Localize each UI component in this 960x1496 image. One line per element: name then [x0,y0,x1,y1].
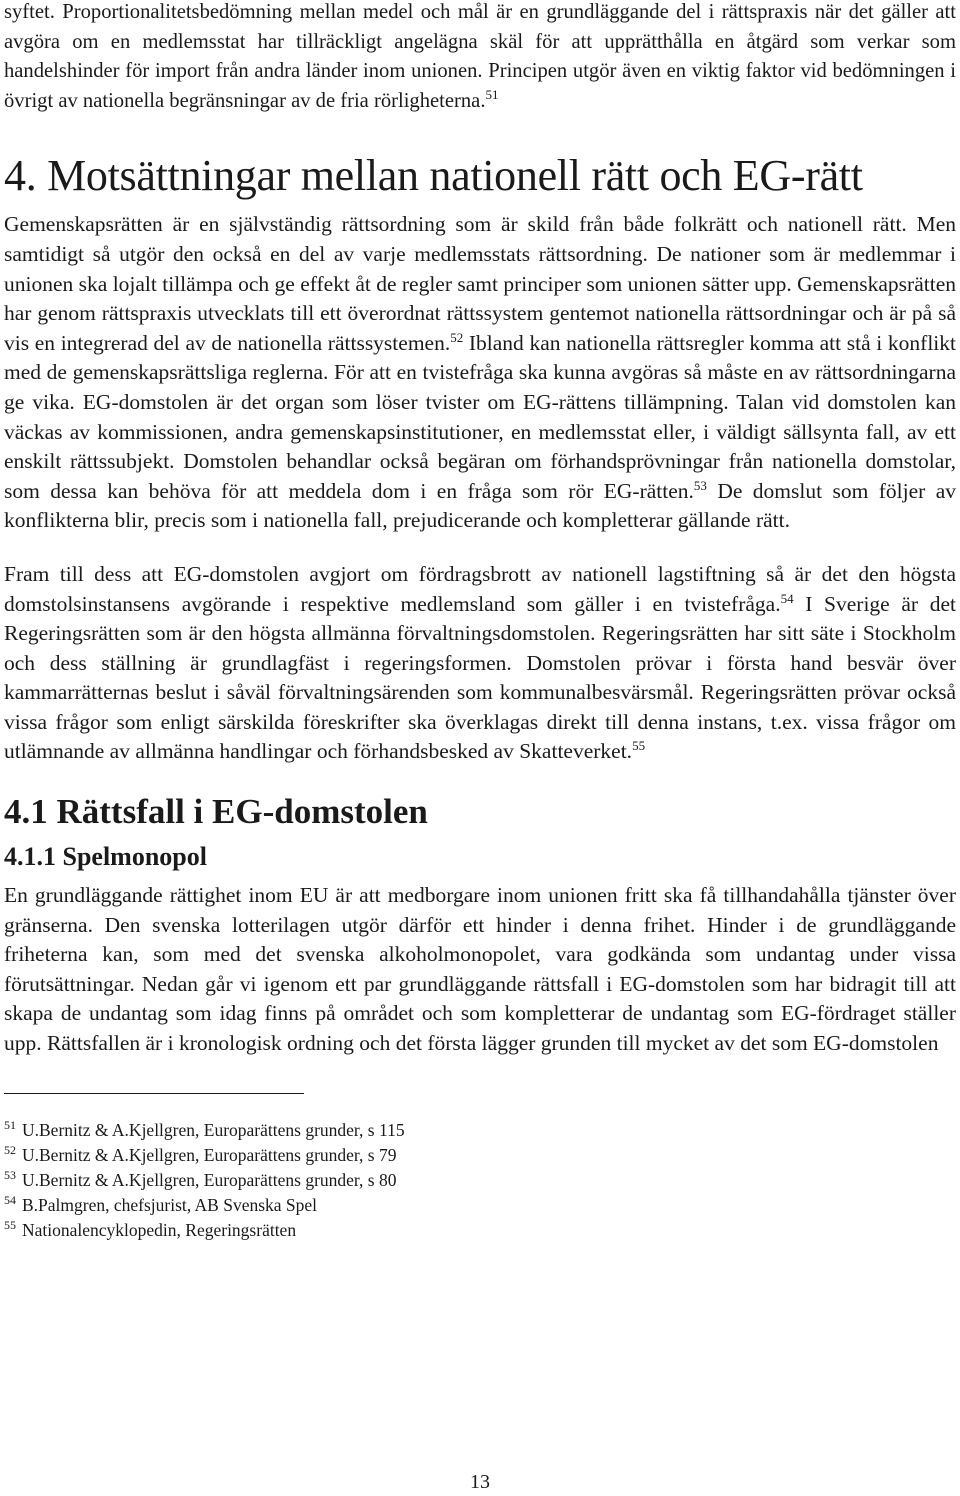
footnote-ref-51[interactable]: 51 [485,86,499,102]
paragraph-text: Gemenskapsrätten är en självständig rättsordning som är skild från både folkrätt och nationell rätt. Men samtidigt så utgör den också en del av varje medlemsstats rättsordning. De nationer som är medlemmar i unionen ska lojalt tillämpa och ge effekt åt de regler samt principer som unionen sätter upp. Gemenskapsrätten har genom rättspraxis utvecklats till ett överordnat rättssystem gentemot nationella rättsordningar och är på så vis en integrerad del av de nationella rättssystemen. [4,212,956,355]
section-heading-4-1: 4.1 Rättsfall i EG-domstolen [4,792,428,832]
intro-paragraph [4,0,956,116]
footnote-text: Nationalencyklopedin, Regeringsrätten [22,1219,297,1240]
section-4-paragraph-1 [4,210,956,536]
paragraph-text: I Sverige är det Regeringsrätten som är den högsta allmänna förvaltningsdomstolen. Regeringsrätten har sitt säte i Stockholm och dess ställning är grundlagfäst i regeringsformen. Domstolen prövar i första hand besvär över kammarrätternas beslut i såväl förvaltningsärenden som kommunalbesvärsmål. Regeringsrätten prövar också vissa frågor som enligt särskilda föreskrifter ska överklagas direkt till denna instans, t.ex. vissa frågor om utlämnande av allmänna handlingar och förhandsbesked av Skatteverket. [4,591,956,764]
footnote-item [4,1193,956,1218]
footnote-item [4,1143,956,1168]
footnote-text: U.Bernitz & A.Kjellgren, Europarättens grunder, s 80 [22,1169,397,1190]
section-heading-4-1-1: 4.1.1 Spelmonopol [4,842,207,872]
footnote-item [4,1118,956,1143]
section-4-paragraph-2 [4,560,956,767]
section-heading-4: 4. Motsättningar mellan nationell rätt och EG-rätt [4,151,863,201]
page-number: 13 [470,1471,490,1493]
footnote-ref-53[interactable]: 53 [693,477,707,493]
paragraph-text: Ibland kan nationella rättsregler komma att stå i konflikt med de gemenskapsrättsliga reglerna. För att en tvistefråga ska kunna avgöras så måste en av rättsordningarna ge vika. EG-domstolen är det organ som löser tvister om EG-rättens tillämpning. Talan vid domstolen kan väckas av kommissionen, andra gemenskapsinstitutioner, en medlemsstat eller, i väldigt sällsynta fall, av ett enskilt rättssubjekt. Domstolen behandlar också begäran om förhandsprövningar från nationella domstolar, som dessa kan behöva för att meddela dom i en fråga som rör EG-rätten. [4,330,956,503]
paragraph-text: De domslut som följer av konflikterna blir, precis som i nationella fall, prejudicerande och kompletterar gällande rätt. [4,478,956,533]
document-page [4,0,956,1243]
footnote-text: B.Palmgren, chefsjurist, AB Svenska Spel [22,1194,318,1215]
footnote-list [4,1118,956,1243]
intro-text: syftet. Proportionalitetsbedömning mellan medel och mål är en grundläggande del i rättspraxis när det gäller att avgöra om en medlemsstat har tillräckligt angelägna skäl för att upprätthålla en åtgärd som verkar som handelshinder för import från andra länder inom unionen. Principen utgör även en viktig faktor vid bedömningen i övrigt av nationella begränsningar av de fria rörligheterna. [4,1,956,112]
footnote-text: U.Bernitz & A.Kjellgren, Europarättens grunder, s 115 [22,1119,405,1140]
footnote-number: 53 [4,1167,16,1182]
footnote-ref-52[interactable]: 52 [450,329,464,345]
footnote-ref-54[interactable]: 54 [780,590,794,606]
footnote-text: U.Bernitz & A.Kjellgren, Europarättens grunder, s 79 [22,1144,397,1165]
footnote-number: 51 [4,1117,16,1132]
footnote-item [4,1168,956,1193]
section-4-1-1-paragraph: En grundläggande rättighet inom EU är att medborgare inom unionen fritt ska få tillhandahålla tjänster över gränserna. Den svenska lotterilagen utgör därför ett hinder i denna frihet. Hinder i de grundläggande friheterna kan, som med det svenska alkoholmonopolet, vara godkända som undantag under vissa förutsättningar. Nedan går vi igenom ett par grundläggande rättsfall i EG-domstolen som har bidragit till att skapa de undantag som idag finns på området och som kompletterar de undantag som EG-fördraget ställer upp. Rättsfallen är i kronologisk ordning och det första lägger grunden till mycket av det som EG-domstolen [4,883,956,1056]
footnote-number: 54 [4,1192,16,1207]
paragraph-text: Fram till dess att EG-domstolen avgjort om fördragsbrott av nationell lagstiftning så är det den högsta domstolsinstansens avgörande i respektive medlemsland som gäller i en tvistefråga. [4,561,956,616]
footnote-number: 55 [4,1217,16,1232]
footnote-item [4,1218,956,1243]
footnote-number: 52 [4,1142,16,1157]
footnote-ref-55[interactable]: 55 [632,738,646,754]
